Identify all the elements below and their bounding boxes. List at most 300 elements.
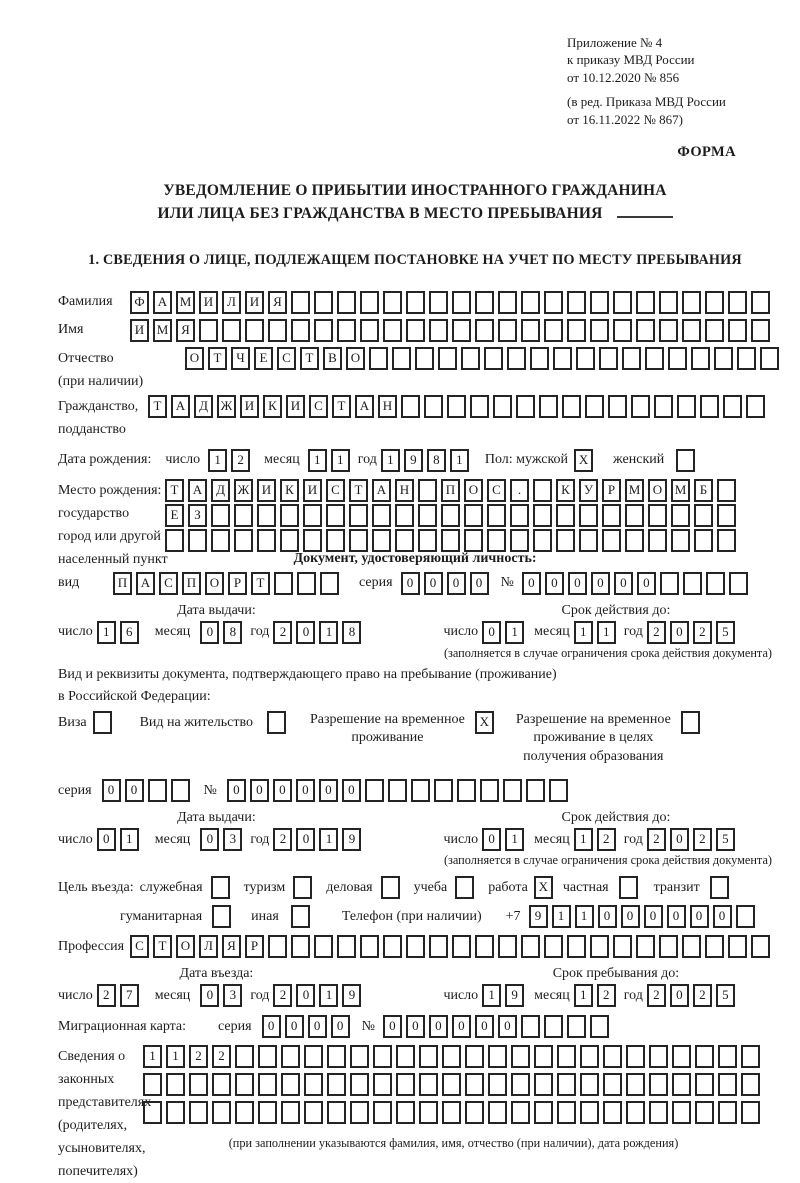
birth-place-cells-row1-cell-18[interactable]: К [556, 479, 575, 502]
given-name-cells-cell-25[interactable] [682, 319, 701, 342]
legal-reps-cells-row1-cell-16[interactable] [488, 1045, 507, 1068]
patronymic-cells-cell-22[interactable] [668, 347, 687, 370]
sex-male-checkbox-cell-1[interactable]: X [574, 449, 593, 472]
doc-type-cells-cell-10[interactable] [320, 572, 339, 595]
entry-day-cells-cell-1[interactable]: 2 [97, 984, 116, 1007]
legal-reps-cells-row3-cell-9[interactable] [327, 1101, 346, 1124]
res-number-cells-cell-13[interactable] [503, 779, 522, 802]
legal-reps-cells-row3-cell-26[interactable] [718, 1101, 737, 1124]
legal-reps-cells-row1-cell-8[interactable] [304, 1045, 323, 1068]
mig-number-cells-cell-1[interactable]: 0 [383, 1015, 402, 1038]
legal-reps-cells-row3-cell-24[interactable] [672, 1101, 691, 1124]
doc-issue-year-cells-cell-1[interactable]: 2 [273, 621, 292, 644]
stay-month-cells-cell-2[interactable]: 2 [597, 984, 616, 1007]
doc-number-cells-cell-10[interactable] [729, 572, 748, 595]
patronymic-cells-cell-14[interactable] [484, 347, 503, 370]
citizenship-cells-cell-19[interactable] [562, 395, 581, 418]
legal-reps-cells-row2-cell-11[interactable] [373, 1073, 392, 1096]
citizenship-cells-cell-1[interactable]: Т [148, 395, 167, 418]
surname-cells-cell-5[interactable]: Л [222, 291, 241, 314]
legal-reps-cells-row3-cell-16[interactable] [488, 1101, 507, 1124]
birth-place-cells-row2-cell-22[interactable] [648, 504, 667, 527]
birth-place-cells-row1-cell-16[interactable]: . [510, 479, 529, 502]
res-number-cells-cell-15[interactable] [549, 779, 568, 802]
phone-number-cells-cell-5[interactable]: 0 [621, 905, 640, 928]
doc-issue-day-cells-cell-1[interactable]: 1 [97, 621, 116, 644]
legal-reps-cells-row3-cell-27[interactable] [741, 1101, 760, 1124]
legal-reps-cells-row2-cell-10[interactable] [350, 1073, 369, 1096]
res-number-cells-cell-12[interactable] [480, 779, 499, 802]
res-issue-year-cells-cell-4[interactable]: 9 [342, 828, 361, 851]
doc-valid-year-cells-cell-1[interactable]: 2 [647, 621, 666, 644]
legal-reps-cells-row2-cell-6[interactable] [258, 1073, 277, 1096]
given-name-cells-cell-17[interactable] [498, 319, 517, 342]
profession-cells-cell-12[interactable] [383, 935, 402, 958]
birth-place-cells-row2-cell-3[interactable] [211, 504, 230, 527]
stay-year-cells-cell-2[interactable]: 0 [670, 984, 689, 1007]
legal-reps-cells-row2-cell-13[interactable] [419, 1073, 438, 1096]
legal-reps-cells-row1-cell-11[interactable] [373, 1045, 392, 1068]
birth-place-cells-row3-cell-6[interactable] [280, 529, 299, 552]
legal-reps-cells-row2-cell-8[interactable] [304, 1073, 323, 1096]
surname-cells-cell-14[interactable] [429, 291, 448, 314]
res-number-cells-cell-7[interactable] [365, 779, 384, 802]
given-name-cells-cell-10[interactable] [337, 319, 356, 342]
citizenship-cells-cell-24[interactable] [677, 395, 696, 418]
res-valid-month-cells-cell-2[interactable]: 2 [597, 828, 616, 851]
birth-place-cells-row3-cell-12[interactable] [418, 529, 437, 552]
legal-reps-cells-row1-cell-25[interactable] [695, 1045, 714, 1068]
birth-place-cells-row2-cell-5[interactable] [257, 504, 276, 527]
birth-place-cells-row1-cell-23[interactable]: М [671, 479, 690, 502]
res-series-cells-cell-1[interactable]: 0 [102, 779, 121, 802]
legal-reps-cells-row1-cell-13[interactable] [419, 1045, 438, 1068]
doc-number-cells-cell-9[interactable] [706, 572, 725, 595]
profession-cells-cell-18[interactable] [521, 935, 540, 958]
res-number-cells-cell-1[interactable]: 0 [227, 779, 246, 802]
purpose-transit-checkbox-cell-1[interactable] [710, 876, 729, 899]
profession-cells-cell-14[interactable] [429, 935, 448, 958]
profession-cells-cell-17[interactable] [498, 935, 517, 958]
legal-reps-cells-row2-cell-20[interactable] [580, 1073, 599, 1096]
entry-month-cells-cell-1[interactable]: 0 [200, 984, 219, 1007]
legal-reps-cells-row1-cell-6[interactable] [258, 1045, 277, 1068]
profession-cells-cell-8[interactable] [291, 935, 310, 958]
birth-place-cells-row2-cell-12[interactable] [418, 504, 437, 527]
patronymic-cells-cell-2[interactable]: Т [208, 347, 227, 370]
profession-cells-cell-11[interactable] [360, 935, 379, 958]
given-name-cells-cell-16[interactable] [475, 319, 494, 342]
legal-reps-cells-row1-cell-19[interactable] [557, 1045, 576, 1068]
legal-reps-cells-row2-cell-24[interactable] [672, 1073, 691, 1096]
res-valid-day-cells-cell-2[interactable]: 1 [505, 828, 524, 851]
purpose-official-checkbox-cell-1[interactable] [211, 876, 230, 899]
citizenship-cells-cell-3[interactable]: Д [194, 395, 213, 418]
birth-place-cells-row1-cell-8[interactable]: С [326, 479, 345, 502]
legal-reps-cells-row3-cell-18[interactable] [534, 1101, 553, 1124]
phone-number-cells-cell-4[interactable]: 0 [598, 905, 617, 928]
birth-place-cells-row1-cell-24[interactable]: Б [694, 479, 713, 502]
citizenship-cells-cell-18[interactable] [539, 395, 558, 418]
res-series-cells-cell-3[interactable] [148, 779, 167, 802]
given-name-cells-cell-24[interactable] [659, 319, 678, 342]
birth-place-cells-row3-cell-15[interactable] [487, 529, 506, 552]
birth-place-cells-row2-cell-4[interactable] [234, 504, 253, 527]
patronymic-cells-cell-16[interactable] [530, 347, 549, 370]
given-name-cells-cell-21[interactable] [590, 319, 609, 342]
res-number-cells-cell-14[interactable] [526, 779, 545, 802]
citizenship-cells-cell-16[interactable] [493, 395, 512, 418]
doc-type-cells-cell-4[interactable]: П [182, 572, 201, 595]
mig-number-cells-cell-3[interactable]: 0 [429, 1015, 448, 1038]
entry-month-cells-cell-2[interactable]: 3 [223, 984, 242, 1007]
doc-valid-day-cells-cell-1[interactable]: 0 [482, 621, 501, 644]
legal-reps-cells-row2-cell-7[interactable] [281, 1073, 300, 1096]
legal-reps-cells-row3-cell-13[interactable] [419, 1101, 438, 1124]
birth-place-cells-row1-cell-17[interactable] [533, 479, 552, 502]
res-issue-year-cells-cell-3[interactable]: 1 [319, 828, 338, 851]
legal-reps-cells-row1-cell-4[interactable]: 2 [212, 1045, 231, 1068]
legal-reps-cells-row1-cell-27[interactable] [741, 1045, 760, 1068]
legal-reps-cells-row2-cell-15[interactable] [465, 1073, 484, 1096]
visa-checkbox-cell-1[interactable] [93, 711, 112, 734]
citizenship-cells-cell-15[interactable] [470, 395, 489, 418]
res-valid-year-cells-cell-4[interactable]: 5 [716, 828, 735, 851]
res-issue-day-cells-cell-1[interactable]: 0 [97, 828, 116, 851]
surname-cells-cell-24[interactable] [659, 291, 678, 314]
birth-place-cells-row3-cell-13[interactable] [441, 529, 460, 552]
birth-place-cells-row3-cell-25[interactable] [717, 529, 736, 552]
birth-place-cells-row2-cell-7[interactable] [303, 504, 322, 527]
birth-place-cells-row3-cell-24[interactable] [694, 529, 713, 552]
res-number-cells-cell-8[interactable] [388, 779, 407, 802]
profession-cells-cell-22[interactable] [613, 935, 632, 958]
purpose-study-checkbox-cell-1[interactable] [455, 876, 474, 899]
patronymic-cells-cell-19[interactable] [599, 347, 618, 370]
birth-place-cells-row2-cell-6[interactable] [280, 504, 299, 527]
patronymic-cells-cell-10[interactable] [392, 347, 411, 370]
birth-place-cells-row2-cell-14[interactable] [464, 504, 483, 527]
given-name-cells-cell-6[interactable] [245, 319, 264, 342]
surname-cells-cell-12[interactable] [383, 291, 402, 314]
legal-reps-cells-row2-cell-22[interactable] [626, 1073, 645, 1096]
profession-cells-cell-9[interactable] [314, 935, 333, 958]
legal-reps-cells-row3-cell-20[interactable] [580, 1101, 599, 1124]
birth-place-cells-row1-cell-5[interactable]: И [257, 479, 276, 502]
temp-residence-checkbox-cell-1[interactable]: X [475, 711, 494, 734]
surname-cells-cell-9[interactable] [314, 291, 333, 314]
phone-number-cells-cell-7[interactable]: 0 [667, 905, 686, 928]
mig-number-cells-cell-7[interactable] [521, 1015, 540, 1038]
mig-number-cells-cell-4[interactable]: 0 [452, 1015, 471, 1038]
legal-reps-cells-row1-cell-23[interactable] [649, 1045, 668, 1068]
profession-cells-cell-25[interactable] [682, 935, 701, 958]
birth-place-cells-row3-cell-8[interactable] [326, 529, 345, 552]
patronymic-cells-cell-7[interactable]: В [323, 347, 342, 370]
citizenship-cells-cell-10[interactable]: А [355, 395, 374, 418]
mig-number-cells-cell-6[interactable]: 0 [498, 1015, 517, 1038]
birth-month-cells-cell-1[interactable]: 1 [308, 449, 327, 472]
doc-type-cells-cell-7[interactable]: Т [251, 572, 270, 595]
res-issue-day-cells-cell-2[interactable]: 1 [120, 828, 139, 851]
surname-cells-cell-19[interactable] [544, 291, 563, 314]
given-name-cells-cell-4[interactable] [199, 319, 218, 342]
birth-place-cells-row2-cell-2[interactable]: З [188, 504, 207, 527]
profession-cells-cell-27[interactable] [728, 935, 747, 958]
given-name-cells-cell-13[interactable] [406, 319, 425, 342]
given-name-cells-cell-8[interactable] [291, 319, 310, 342]
legal-reps-cells-row2-cell-12[interactable] [396, 1073, 415, 1096]
patronymic-cells-cell-17[interactable] [553, 347, 572, 370]
given-name-cells-cell-9[interactable] [314, 319, 333, 342]
legal-reps-cells-row1-cell-20[interactable] [580, 1045, 599, 1068]
legal-reps-cells-row1-cell-7[interactable] [281, 1045, 300, 1068]
legal-reps-cells-row2-cell-4[interactable] [212, 1073, 231, 1096]
res-number-cells-cell-4[interactable]: 0 [296, 779, 315, 802]
patronymic-cells-cell-20[interactable] [622, 347, 641, 370]
res-series-cells-cell-4[interactable] [171, 779, 190, 802]
birth-place-cells-row1-cell-13[interactable]: П [441, 479, 460, 502]
doc-valid-year-cells-cell-4[interactable]: 5 [716, 621, 735, 644]
doc-number-cells-cell-1[interactable]: 0 [522, 572, 541, 595]
birth-place-cells-row3-cell-1[interactable] [165, 529, 184, 552]
legal-reps-cells-row3-cell-2[interactable] [166, 1101, 185, 1124]
birth-place-cells-row1-cell-11[interactable]: Н [395, 479, 414, 502]
surname-cells-cell-18[interactable] [521, 291, 540, 314]
patronymic-cells-cell-25[interactable] [737, 347, 756, 370]
entry-day-cells-cell-2[interactable]: 7 [120, 984, 139, 1007]
given-name-cells-cell-19[interactable] [544, 319, 563, 342]
birth-place-cells-row1-cell-1[interactable]: Т [165, 479, 184, 502]
stay-day-cells-cell-1[interactable]: 1 [482, 984, 501, 1007]
birth-place-cells-row1-cell-14[interactable]: О [464, 479, 483, 502]
mig-number-cells-cell-10[interactable] [590, 1015, 609, 1038]
surname-cells-cell-10[interactable] [337, 291, 356, 314]
legal-reps-cells-row3-cell-6[interactable] [258, 1101, 277, 1124]
legal-reps-cells-row3-cell-23[interactable] [649, 1101, 668, 1124]
legal-reps-cells-row2-cell-5[interactable] [235, 1073, 254, 1096]
temp-residence-edu-checkbox-cell-1[interactable] [681, 711, 700, 734]
mig-series-cells-cell-4[interactable]: 0 [331, 1015, 350, 1038]
legal-reps-cells-row2-cell-23[interactable] [649, 1073, 668, 1096]
surname-cells-cell-20[interactable] [567, 291, 586, 314]
entry-year-cells-cell-1[interactable]: 2 [273, 984, 292, 1007]
birth-place-cells-row2-cell-21[interactable] [625, 504, 644, 527]
doc-issue-day-cells-cell-2[interactable]: 6 [120, 621, 139, 644]
patronymic-cells-cell-12[interactable] [438, 347, 457, 370]
birth-year-cells-cell-4[interactable]: 1 [450, 449, 469, 472]
phone-number-cells-cell-6[interactable]: 0 [644, 905, 663, 928]
legal-reps-cells-row1-cell-14[interactable] [442, 1045, 461, 1068]
mig-series-cells-cell-1[interactable]: 0 [262, 1015, 281, 1038]
legal-reps-cells-row3-cell-10[interactable] [350, 1101, 369, 1124]
legal-reps-cells-row1-cell-2[interactable]: 1 [166, 1045, 185, 1068]
surname-cells-cell-23[interactable] [636, 291, 655, 314]
doc-issue-month-cells-cell-2[interactable]: 8 [223, 621, 242, 644]
birth-place-cells-row1-cell-3[interactable]: Д [211, 479, 230, 502]
given-name-cells-cell-20[interactable] [567, 319, 586, 342]
patronymic-cells-cell-5[interactable]: С [277, 347, 296, 370]
surname-cells-cell-28[interactable] [751, 291, 770, 314]
birth-place-cells-row3-cell-14[interactable] [464, 529, 483, 552]
patronymic-cells-cell-9[interactable] [369, 347, 388, 370]
legal-reps-cells-row1-cell-21[interactable] [603, 1045, 622, 1068]
legal-reps-cells-row3-cell-17[interactable] [511, 1101, 530, 1124]
surname-cells-cell-2[interactable]: А [153, 291, 172, 314]
profession-cells-cell-7[interactable] [268, 935, 287, 958]
profession-cells-cell-5[interactable]: Я [222, 935, 241, 958]
legal-reps-cells-row2-cell-14[interactable] [442, 1073, 461, 1096]
citizenship-cells-cell-20[interactable] [585, 395, 604, 418]
patronymic-cells-cell-24[interactable] [714, 347, 733, 370]
given-name-cells-cell-3[interactable]: Я [176, 319, 195, 342]
mig-series-cells-cell-3[interactable]: 0 [308, 1015, 327, 1038]
stay-month-cells-cell-1[interactable]: 1 [574, 984, 593, 1007]
doc-type-cells-cell-3[interactable]: С [159, 572, 178, 595]
phone-number-cells-cell-8[interactable]: 0 [690, 905, 709, 928]
birth-place-cells-row3-cell-3[interactable] [211, 529, 230, 552]
legal-reps-cells-row1-cell-3[interactable]: 2 [189, 1045, 208, 1068]
birth-place-cells-row3-cell-7[interactable] [303, 529, 322, 552]
legal-reps-cells-row1-cell-10[interactable] [350, 1045, 369, 1068]
legal-reps-cells-row1-cell-26[interactable] [718, 1045, 737, 1068]
patronymic-cells-cell-23[interactable] [691, 347, 710, 370]
birth-place-cells-row3-cell-17[interactable] [533, 529, 552, 552]
surname-cells-cell-11[interactable] [360, 291, 379, 314]
res-issue-year-cells-cell-1[interactable]: 2 [273, 828, 292, 851]
surname-cells-cell-15[interactable] [452, 291, 471, 314]
birth-place-cells-row1-cell-12[interactable] [418, 479, 437, 502]
birth-place-cells-row3-cell-18[interactable] [556, 529, 575, 552]
birth-place-cells-row2-cell-15[interactable] [487, 504, 506, 527]
birth-place-cells-row3-cell-9[interactable] [349, 529, 368, 552]
birth-place-cells-row1-cell-25[interactable] [717, 479, 736, 502]
sex-female-checkbox-cell-1[interactable] [676, 449, 695, 472]
legal-reps-cells-row3-cell-3[interactable] [189, 1101, 208, 1124]
citizenship-cells-cell-5[interactable]: И [240, 395, 259, 418]
phone-number-cells-cell-10[interactable] [736, 905, 755, 928]
res-number-cells-cell-9[interactable] [411, 779, 430, 802]
citizenship-cells-cell-6[interactable]: К [263, 395, 282, 418]
birth-place-cells-row3-cell-22[interactable] [648, 529, 667, 552]
doc-type-cells-cell-8[interactable] [274, 572, 293, 595]
surname-cells-cell-3[interactable]: М [176, 291, 195, 314]
profession-cells-cell-24[interactable] [659, 935, 678, 958]
birth-place-cells-row3-cell-2[interactable] [188, 529, 207, 552]
phone-number-cells-cell-3[interactable]: 1 [575, 905, 594, 928]
citizenship-cells-cell-23[interactable] [654, 395, 673, 418]
purpose-tourism-checkbox-cell-1[interactable] [293, 876, 312, 899]
birth-place-cells-row3-cell-11[interactable] [395, 529, 414, 552]
doc-issue-month-cells-cell-1[interactable]: 0 [200, 621, 219, 644]
birth-place-cells-row2-cell-9[interactable] [349, 504, 368, 527]
doc-number-cells-cell-6[interactable]: 0 [637, 572, 656, 595]
purpose-private-checkbox-cell-1[interactable] [619, 876, 638, 899]
profession-cells-cell-21[interactable] [590, 935, 609, 958]
legal-reps-cells-row2-cell-19[interactable] [557, 1073, 576, 1096]
mig-number-cells-cell-9[interactable] [567, 1015, 586, 1038]
patronymic-cells-cell-13[interactable] [461, 347, 480, 370]
surname-cells-cell-25[interactable] [682, 291, 701, 314]
legal-reps-cells-row3-cell-19[interactable] [557, 1101, 576, 1124]
birth-place-cells-row1-cell-9[interactable]: Т [349, 479, 368, 502]
legal-reps-cells-row1-cell-5[interactable] [235, 1045, 254, 1068]
doc-series-cells-cell-3[interactable]: 0 [447, 572, 466, 595]
profession-cells-cell-2[interactable]: Т [153, 935, 172, 958]
legal-reps-cells-row3-cell-12[interactable] [396, 1101, 415, 1124]
surname-cells-cell-13[interactable] [406, 291, 425, 314]
res-issue-month-cells-cell-1[interactable]: 0 [200, 828, 219, 851]
birth-place-cells-row2-cell-1[interactable]: Е [165, 504, 184, 527]
doc-type-cells-cell-2[interactable]: А [136, 572, 155, 595]
birth-place-cells-row1-cell-10[interactable]: А [372, 479, 391, 502]
surname-cells-cell-26[interactable] [705, 291, 724, 314]
citizenship-cells-cell-4[interactable]: Ж [217, 395, 236, 418]
citizenship-cells-cell-13[interactable] [424, 395, 443, 418]
birth-year-cells-cell-2[interactable]: 9 [404, 449, 423, 472]
legal-reps-cells-row1-cell-1[interactable]: 1 [143, 1045, 162, 1068]
doc-series-cells-cell-4[interactable]: 0 [470, 572, 489, 595]
given-name-cells-cell-27[interactable] [728, 319, 747, 342]
doc-issue-year-cells-cell-2[interactable]: 0 [296, 621, 315, 644]
birth-place-cells-row2-cell-20[interactable] [602, 504, 621, 527]
legal-reps-cells-row2-cell-21[interactable] [603, 1073, 622, 1096]
doc-valid-month-cells-cell-1[interactable]: 1 [574, 621, 593, 644]
profession-cells-cell-4[interactable]: Л [199, 935, 218, 958]
doc-number-cells-cell-7[interactable] [660, 572, 679, 595]
legal-reps-cells-row3-cell-1[interactable] [143, 1101, 162, 1124]
citizenship-cells-cell-2[interactable]: А [171, 395, 190, 418]
profession-cells-cell-23[interactable] [636, 935, 655, 958]
mig-number-cells-cell-2[interactable]: 0 [406, 1015, 425, 1038]
citizenship-cells-cell-11[interactable]: Н [378, 395, 397, 418]
citizenship-cells-cell-12[interactable] [401, 395, 420, 418]
given-name-cells-cell-18[interactable] [521, 319, 540, 342]
birth-place-cells-row2-cell-23[interactable] [671, 504, 690, 527]
given-name-cells-cell-28[interactable] [751, 319, 770, 342]
birth-place-cells-row2-cell-16[interactable] [510, 504, 529, 527]
surname-cells-cell-27[interactable] [728, 291, 747, 314]
birth-place-cells-row3-cell-23[interactable] [671, 529, 690, 552]
citizenship-cells-cell-14[interactable] [447, 395, 466, 418]
given-name-cells-cell-2[interactable]: М [153, 319, 172, 342]
birth-place-cells-row1-cell-4[interactable]: Ж [234, 479, 253, 502]
profession-cells-cell-10[interactable] [337, 935, 356, 958]
surname-cells-cell-8[interactable] [291, 291, 310, 314]
stay-year-cells-cell-1[interactable]: 2 [647, 984, 666, 1007]
legal-reps-cells-row3-cell-14[interactable] [442, 1101, 461, 1124]
legal-reps-cells-row1-cell-15[interactable] [465, 1045, 484, 1068]
profession-cells-cell-20[interactable] [567, 935, 586, 958]
birth-place-cells-row1-cell-7[interactable]: И [303, 479, 322, 502]
birth-place-cells-row2-cell-13[interactable] [441, 504, 460, 527]
birth-place-cells-row1-cell-6[interactable]: К [280, 479, 299, 502]
given-name-cells-cell-15[interactable] [452, 319, 471, 342]
patronymic-cells-cell-4[interactable]: Е [254, 347, 273, 370]
patronymic-cells-cell-18[interactable] [576, 347, 595, 370]
profession-cells-cell-3[interactable]: О [176, 935, 195, 958]
residence-permit-checkbox-cell-1[interactable] [267, 711, 286, 734]
legal-reps-cells-row1-cell-24[interactable] [672, 1045, 691, 1068]
legal-reps-cells-row2-cell-9[interactable] [327, 1073, 346, 1096]
birth-place-cells-row1-cell-19[interactable]: У [579, 479, 598, 502]
res-series-cells-cell-2[interactable]: 0 [125, 779, 144, 802]
citizenship-cells-cell-8[interactable]: С [309, 395, 328, 418]
citizenship-cells-cell-26[interactable] [723, 395, 742, 418]
birth-year-cells-cell-1[interactable]: 1 [381, 449, 400, 472]
legal-reps-cells-row3-cell-25[interactable] [695, 1101, 714, 1124]
entry-year-cells-cell-3[interactable]: 1 [319, 984, 338, 1007]
